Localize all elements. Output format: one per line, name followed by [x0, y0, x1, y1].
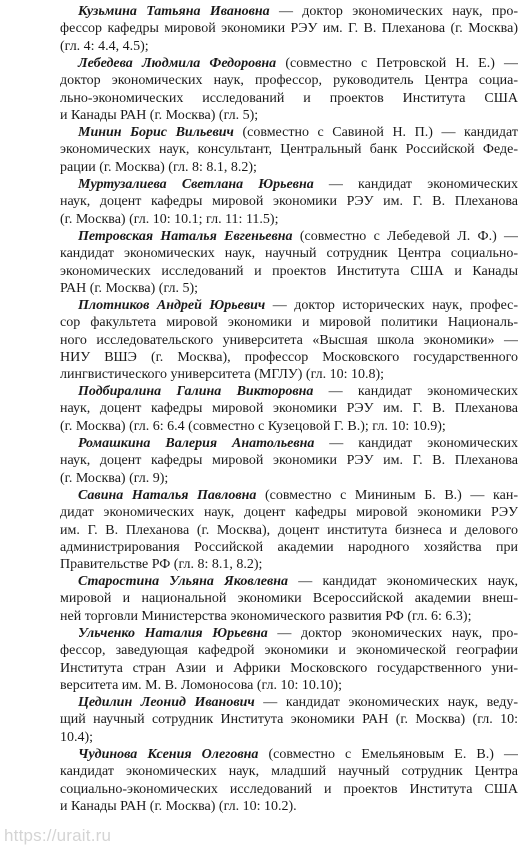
entry-line — [60, 55, 518, 72]
entry-text: экономических наук, консультант, Центральный банк Российской Феде- — [60, 142, 518, 158]
entry-text: (совместно с Петровской Н. Е.) — — [276, 56, 518, 71]
entry-text: рации (г. Москва) (гл. 8: 8.1, 8.2); — [60, 159, 257, 175]
entry-text: — кандидат экономических наук, веду- — [254, 695, 518, 710]
entry-line — [60, 435, 518, 452]
author-entry — [60, 228, 518, 297]
entry-text: наук, доцент кафедры мировой экономики РЭУ им. Г. В. Плеханова — [60, 401, 518, 417]
entry-line — [60, 176, 518, 193]
entry-text: кандидат экономических наук, младший научный сотрудник Центра — [60, 764, 518, 780]
entry-text: наук, доцент кафедры мировой экономики РЭУ им. Г. В. Плеханова — [60, 194, 518, 210]
entry-line — [60, 349, 518, 366]
author-entry — [60, 176, 518, 228]
entry-text: (совместно с Лебедевой Л. Ф.) — — [292, 229, 518, 244]
entry-line — [60, 297, 518, 314]
entry-line — [60, 660, 518, 677]
entry-text: — доктор исторических наук, профес- — [265, 298, 518, 313]
entry-text: щий научный сотрудник Института экономики РАН (г. Москва) (гл. 10: — [60, 712, 518, 728]
entry-line — [60, 625, 518, 642]
author-entry — [60, 487, 518, 573]
entry-text: ней торговли Министерства экономического развития РФ (гл. 6: 6.3); — [60, 608, 472, 624]
author-name: Савина Наталья Павловна — [78, 488, 257, 503]
author-name: Ульченко Наталия Юрьевна — [78, 626, 268, 641]
author-entry — [60, 55, 518, 124]
entry-line — [60, 504, 518, 521]
entry-text: (г. Москва) (гл. 9); — [60, 470, 169, 486]
author-name: Подбиралина Галина Викторовна — [78, 384, 314, 399]
entry-text: верситета им. М. В. Ломоносова (гл. 10: 10.10); — [60, 677, 342, 693]
entry-line — [60, 711, 518, 728]
author-entry — [60, 746, 518, 815]
author-entry — [60, 297, 518, 383]
entry-text: — доктор экономических наук, про- — [269, 4, 518, 19]
entry-line — [60, 487, 518, 504]
entry-text: и Канады РАН (г. Москва) (гл. 10: 10.2). — [60, 798, 297, 814]
watermark: https://urait.ru — [4, 826, 112, 845]
entry-line — [60, 124, 518, 141]
entry-text: социально-экономических исследований и проектов Института США — [60, 781, 518, 797]
entry-text: сор факультета мировой экономики и мировой политики Националь- — [60, 315, 518, 331]
entry-line — [60, 141, 518, 158]
entry-line — [60, 642, 518, 659]
author-name: Старостина Ульяна Яковлевна — [78, 574, 289, 589]
entry-line — [60, 573, 518, 590]
entry-text: кандидат экономических наук, научный сотрудник Центра социально- — [60, 246, 518, 262]
entry-text: — кандидат экономических наук, — [288, 574, 518, 589]
entry-line — [60, 798, 518, 815]
entry-text: льно-экономических исследований и проектов Института США — [60, 90, 518, 106]
author-entry — [60, 573, 518, 625]
entry-text: (совместно с Савиной Н. П.) — кандидат — [233, 125, 518, 140]
entry-line — [60, 193, 518, 210]
author-name: Плотников Андрей Юрьевич — [78, 298, 266, 313]
author-entry — [60, 435, 518, 487]
entry-line — [60, 245, 518, 262]
entry-text: НИУ ВШЭ (г. Москва), профессор Московского государственного — [60, 349, 518, 365]
entry-line — [60, 556, 518, 573]
entry-line — [60, 677, 518, 694]
entry-line — [60, 280, 518, 297]
entry-text: дидат экономических наук, доцент кафедры мировой экономики РЭУ — [60, 505, 518, 521]
entry-line — [60, 418, 518, 435]
entry-line — [60, 452, 518, 469]
author-name: Петровская Наталья Евгеньевна — [78, 229, 293, 244]
entry-line — [60, 694, 518, 711]
entry-text: — кандидат экономических — [313, 177, 518, 192]
author-name: Муртузалиева Светлана Юрьевна — [78, 177, 314, 192]
entry-line — [60, 3, 518, 20]
entry-text: и Канады РАН (г. Москва) (гл. 5); — [60, 107, 259, 123]
entry-text: (г. Москва) (гл. 6: 6.4 (совместно с Кузецовой Г. В.); гл. 10: 10.9); — [60, 418, 446, 434]
entry-text: (гл. 4: 4.4, 4.5); — [60, 38, 149, 54]
entry-line — [60, 522, 518, 539]
entry-text: фессор кафедры мировой экономики РЭУ им. Г. В. Плеханова (г. Москва) — [60, 21, 518, 37]
entry-text: администрирования Российской академии народного хозяйства при — [60, 539, 518, 555]
entry-line — [60, 729, 518, 746]
entry-text: — доктор экономических наук, про- — [267, 626, 518, 641]
author-name: Цедилин Леонид Иванович — [78, 695, 255, 710]
author-entry — [60, 694, 518, 746]
entry-text: экономических исследований и проектов Института США и Канады — [60, 263, 518, 279]
entry-text: — кандидат экономических — [313, 384, 518, 399]
entry-text: наук, доцент кафедры мировой экономики РЭУ им. Г. В. Плеханова — [60, 453, 518, 469]
entry-line — [60, 228, 518, 245]
author-name: Лебедева Людмила Федоровна — [78, 56, 277, 71]
entry-line — [60, 383, 518, 400]
entry-text: лингвистического университета (МГЛУ) (гл. 10: 10.8); — [60, 367, 385, 383]
entry-line — [60, 366, 518, 383]
entry-line — [60, 400, 518, 417]
entry-line — [60, 539, 518, 556]
entry-line — [60, 211, 518, 228]
entry-text: доктор экономических наук, профессор, руководитель Центра социа- — [60, 73, 518, 89]
entry-line — [60, 781, 518, 798]
entry-line — [60, 38, 518, 55]
author-entry — [60, 625, 518, 694]
author-name: Кузьмина Татьяна Ивановна — [78, 4, 270, 19]
entry-line — [60, 763, 518, 780]
entry-text: Правительстве РФ (гл. 8: 8.1, 8.2); — [60, 557, 263, 573]
entry-line — [60, 746, 518, 763]
entry-line — [60, 72, 518, 89]
entry-text: фессор, заведующая кафедрой экономики и экономической географии — [60, 643, 518, 659]
entry-line — [60, 314, 518, 331]
entry-line — [60, 20, 518, 37]
entry-line — [60, 470, 518, 487]
entry-text: 10.4); — [60, 729, 94, 745]
entry-text: РАН (г. Москва) (гл. 5); — [60, 280, 199, 296]
entry-line — [60, 590, 518, 607]
author-entry — [60, 3, 518, 55]
entry-text: (г. Москва) (гл. 10: 10.1; гл. 11: 11.5); — [60, 211, 279, 227]
entry-line — [60, 159, 518, 176]
entry-text: мировой и национальной экономики Всероссийской академии внеш- — [60, 591, 518, 607]
entry-text: Института стран Азии и Африки Московского государственного уни- — [60, 660, 518, 676]
entry-text: — кандидат экономических — [314, 436, 518, 451]
entry-text: им. Г. В. Плеханова (г. Москва), доцент института бизнеса и делового — [60, 522, 518, 538]
author-entry — [60, 383, 518, 435]
author-entry — [60, 124, 518, 176]
entry-line — [60, 608, 518, 625]
entry-text: (совместно с Мининым Б. В.) — кан- — [256, 488, 518, 503]
author-name: Минин Борис Вильевич — [78, 125, 234, 140]
entry-line — [60, 90, 518, 107]
author-name: Ромашкина Валерия Анатольевна — [78, 436, 315, 451]
entry-line — [60, 107, 518, 124]
entry-line — [60, 332, 518, 349]
entry-text: ного исследовательского университета «Высшая школа экономики» — — [60, 332, 518, 348]
entry-line — [60, 263, 518, 280]
author-name: Чудинова Ксения Олеговна — [78, 747, 259, 762]
entry-text: (совместно с Емельяновым Е. В.) — — [258, 747, 518, 762]
